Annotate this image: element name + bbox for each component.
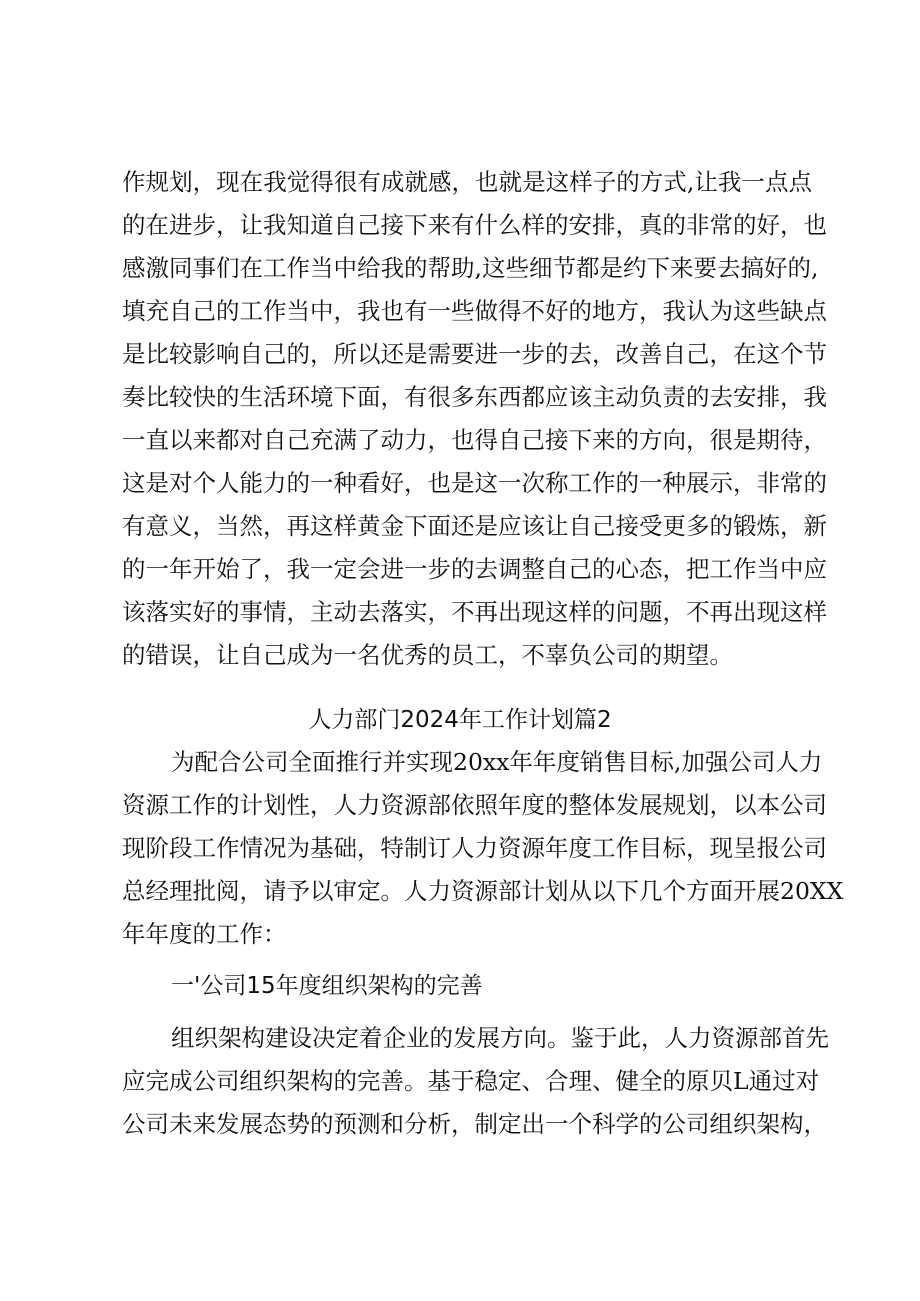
paragraph-line: 的一年开始了，我一定会进一步的去调整自己的心态，把工作当中应 <box>122 555 827 583</box>
paragraph-line: 年年度的工作： <box>122 920 287 948</box>
paragraph-line: 感激同事们在工作当中给我的帮助,这些细节都是约下来要去搞好的, <box>122 254 819 282</box>
paragraph-line: 总经理批阅，请予以审定。人力资源部计划从以下几个方面开展20XX <box>122 877 844 905</box>
paragraph-line: 一直以来都对自己充满了动力，也得自己接下来的方向，很是期待， <box>122 426 827 454</box>
paragraph-line: 的在进步，让我知道自己接下来有什么样的安排，真的非常的好，也 <box>122 211 827 239</box>
paragraph-line: 为配合公司全面推行并实现20xx年年度销售目标,加强公司人力 <box>171 748 823 776</box>
subsection-heading: 一'公司15年度组织架构的完善 <box>171 973 483 999</box>
paragraph-line: 是比较影响自己的，所以还是需要进一步的去，改善自己，在这个节 <box>122 340 827 368</box>
paragraph-line: 有意义，当然，再这样黄金下面还是应该让自己接受更多的锻炼，新 <box>122 512 827 540</box>
paragraph-line: 现阶段工作情况为基础，特制订人力资源年度工作目标，现呈报公司 <box>122 834 827 862</box>
paragraph-line: 公司未来发展态势的预测和分析，制定出一个科学的公司组织架构， <box>122 1110 827 1138</box>
paragraph-line: 这是对个人能力的一种看好，也是这一次称工作的一种展示，非常的 <box>122 469 827 497</box>
paragraph-line: 资源工作的计划性，人力资源部依照年度的整体发展规划，以本公司 <box>122 791 827 819</box>
paragraph-line: 组织架构建设决定着企业的发展方向。鉴于此，人力资源部首先 <box>171 1024 829 1052</box>
paragraph-line: 填充自己的工作当中，我也有一些做得不好的地方，我认为这些缺点 <box>122 297 827 325</box>
paragraph-line: 应完成公司组织架构的完善。基于稳定、合理、健全的原贝L通过对 <box>122 1067 820 1095</box>
paragraph-line: 奏比较快的生活环境下面，有很多东西都应该主动负责的去安排，我 <box>122 383 827 411</box>
paragraph-line: 的错误，让自己成为一名优秀的员工，不辜负公司的期望。 <box>122 641 733 669</box>
paragraph-line: 该落实好的事情，主动去落实，不再出现这样的问题，不再出现这样 <box>122 598 827 626</box>
paragraph-line: 作规划，现在我觉得很有成就感，也就是这样子的方式,让我一点点 <box>122 168 812 196</box>
section-title: 人力部门2024年工作计划篇2 <box>308 707 612 733</box>
